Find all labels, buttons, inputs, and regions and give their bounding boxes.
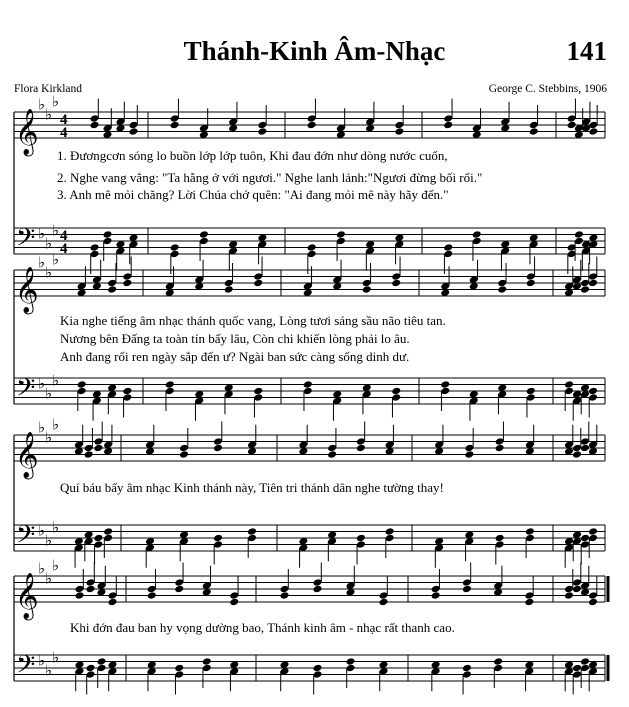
notehead <box>174 585 184 594</box>
notehead <box>257 127 267 136</box>
flat-icon: ♭ <box>52 373 60 390</box>
notehead <box>526 387 536 396</box>
notehead <box>464 450 474 459</box>
treble-clef-icon: 𝄞 <box>15 267 39 312</box>
lyric-line: Nương bên Đấng ta toàn tín bấy lâu, Còn chi khiến lòng phải lo âu. <box>60 331 410 346</box>
notehead <box>394 127 404 136</box>
lyric-line: 2. Nghe vang vẳng: "Ta hằng ở với ngươi." Nghe lanh lảnh:"Ngươi đừng bối rối." <box>57 170 483 185</box>
flat-icon: ♭ <box>38 420 46 437</box>
notehead <box>588 279 598 288</box>
notehead <box>431 591 441 600</box>
flat-icon: ♭ <box>52 94 60 111</box>
notehead <box>313 585 323 594</box>
notehead <box>224 285 234 294</box>
notehead <box>77 380 87 389</box>
treble-staff <box>14 417 605 480</box>
notehead <box>336 230 346 239</box>
system-2 <box>14 252 605 421</box>
bass-staff <box>14 650 608 694</box>
hymn-title: Thánh-Kinh Âm-Nhạc <box>183 36 446 66</box>
notehead <box>574 230 584 239</box>
notehead <box>165 380 175 389</box>
notehead <box>103 527 113 536</box>
flat-icon: ♭ <box>52 650 60 667</box>
notehead <box>588 598 598 607</box>
notehead <box>443 121 453 130</box>
notehead <box>202 657 212 666</box>
notehead <box>170 243 180 252</box>
system-4 <box>14 558 608 694</box>
flat-icon: ♭ <box>45 430 53 447</box>
notehead <box>391 387 401 396</box>
bass-clef-icon: 𝄢 <box>16 224 36 258</box>
notehead <box>572 664 582 673</box>
bass-staff <box>14 223 605 274</box>
notehead <box>103 230 113 239</box>
system-3 <box>14 417 605 568</box>
notehead <box>93 534 103 543</box>
notehead <box>572 585 582 594</box>
notehead <box>472 230 482 239</box>
time-signature-top: 4 <box>60 112 68 128</box>
notehead <box>84 450 94 459</box>
flat-icon: ♭ <box>38 226 46 243</box>
hymn-number: 141 <box>566 36 607 66</box>
composer-credit: George C. Stebbins, 1906 <box>488 83 607 95</box>
notehead <box>253 387 263 396</box>
flat-icon: ♭ <box>45 386 53 403</box>
flat-icon: ♭ <box>38 653 46 670</box>
notehead <box>108 598 118 607</box>
treble-clef-icon: 𝄞 <box>15 109 39 154</box>
notehead <box>572 450 582 459</box>
notehead <box>90 243 100 252</box>
lyric-line: Khi đớn đau ban hy vọng dường bao, Thánh kinh âm - nhạc rất thanh cao. <box>70 620 455 635</box>
flat-icon: ♭ <box>45 107 53 124</box>
notehead <box>129 127 139 136</box>
lyricist-credit: Flora Kirkland <box>14 83 83 95</box>
notehead <box>580 657 590 666</box>
notehead <box>303 380 313 389</box>
treble-staff <box>14 252 605 315</box>
flat-icon: ♭ <box>45 265 53 282</box>
notehead <box>86 664 96 673</box>
flat-icon: ♭ <box>52 223 60 240</box>
notehead <box>362 285 372 294</box>
notehead <box>75 591 85 600</box>
notehead <box>229 598 239 607</box>
notehead <box>307 121 317 130</box>
notehead <box>179 450 189 459</box>
notehead <box>525 527 535 536</box>
notehead <box>462 585 472 594</box>
flat-icon: ♭ <box>38 97 46 114</box>
notehead <box>122 279 132 288</box>
notehead <box>327 450 337 459</box>
notehead <box>526 279 536 288</box>
notehead <box>495 534 505 543</box>
lyric-line: Kia nghe tiếng âm nhạc thánh quốc vang, Lòng tươi sáng sầu não tiêu tan. <box>60 313 446 328</box>
notehead <box>213 534 223 543</box>
flat-icon: ♭ <box>45 571 53 588</box>
notehead <box>564 380 574 389</box>
notehead <box>580 285 590 294</box>
notehead <box>280 591 290 600</box>
notehead <box>147 591 157 600</box>
notehead <box>580 534 590 543</box>
notehead <box>90 121 100 130</box>
notehead <box>253 279 263 288</box>
notehead <box>199 230 209 239</box>
notehead <box>385 527 395 536</box>
treble-clef-icon: 𝄞 <box>15 573 39 618</box>
system-1 <box>14 94 605 274</box>
flat-icon: ♭ <box>52 520 60 537</box>
flat-icon: ♭ <box>52 417 60 434</box>
time-signature-bottom: 4 <box>60 125 68 141</box>
notehead <box>379 598 389 607</box>
notehead <box>174 664 184 673</box>
flat-icon: ♭ <box>52 558 60 575</box>
notehead <box>493 657 503 666</box>
notehead <box>247 527 257 536</box>
notehead <box>462 664 472 673</box>
flat-icon: ♭ <box>45 533 53 550</box>
notehead <box>497 285 507 294</box>
flat-icon: ♭ <box>45 663 53 680</box>
notehead <box>86 585 96 594</box>
notehead <box>97 657 107 666</box>
notehead <box>588 527 598 536</box>
bass-staff <box>14 520 605 568</box>
notehead <box>213 444 223 453</box>
treble-staff <box>14 558 608 621</box>
flat-icon: ♭ <box>38 255 46 272</box>
notehead <box>443 243 453 252</box>
treble-clef-icon: 𝄞 <box>15 432 39 477</box>
notehead <box>313 664 323 673</box>
notehead <box>440 380 450 389</box>
lyric-line: 1. Đươngcơn sóng lo buồn lớp lớp tuôn, Khi đau đớn như dòng nước cuốn, <box>57 148 448 163</box>
notehead <box>93 444 103 453</box>
flat-icon: ♭ <box>52 252 60 269</box>
lyric-line: 3. Anh mê mỏi chăng? Lời Chúa chớ quên: "Ai đang mỏi mê này hãy đến." <box>57 187 449 202</box>
bass-staff <box>14 373 605 421</box>
notehead <box>524 598 534 607</box>
bass-clef-icon: 𝄢 <box>16 651 36 685</box>
lyric-line: Quí báu bấy âm nhạc Kinh thánh này, Tiên tri thánh dân nghe tường thay! <box>60 480 444 495</box>
flat-icon: ♭ <box>45 236 53 253</box>
notehead <box>356 534 366 543</box>
notehead <box>495 444 505 453</box>
notehead <box>307 243 317 252</box>
notehead <box>564 591 574 600</box>
notehead <box>346 657 356 666</box>
notehead <box>588 387 598 396</box>
notehead <box>391 279 401 288</box>
flat-icon: ♭ <box>38 376 46 393</box>
notehead <box>356 444 366 453</box>
notehead <box>580 444 590 453</box>
time-signature-top: 4 <box>60 228 68 244</box>
time-signature-bottom: 4 <box>60 241 68 257</box>
flat-icon: ♭ <box>38 523 46 540</box>
notehead <box>122 387 132 396</box>
notehead <box>529 127 539 136</box>
lyric-line: Anh đang rối ren ngày sắp đến ư? Ngài ban sức càng sống dinh dư. <box>60 349 410 364</box>
notehead <box>107 285 117 294</box>
notehead <box>170 121 180 130</box>
bass-clef-icon: 𝄢 <box>16 521 36 555</box>
bass-clef-icon: 𝄢 <box>16 374 36 408</box>
flat-icon: ♭ <box>38 561 46 578</box>
